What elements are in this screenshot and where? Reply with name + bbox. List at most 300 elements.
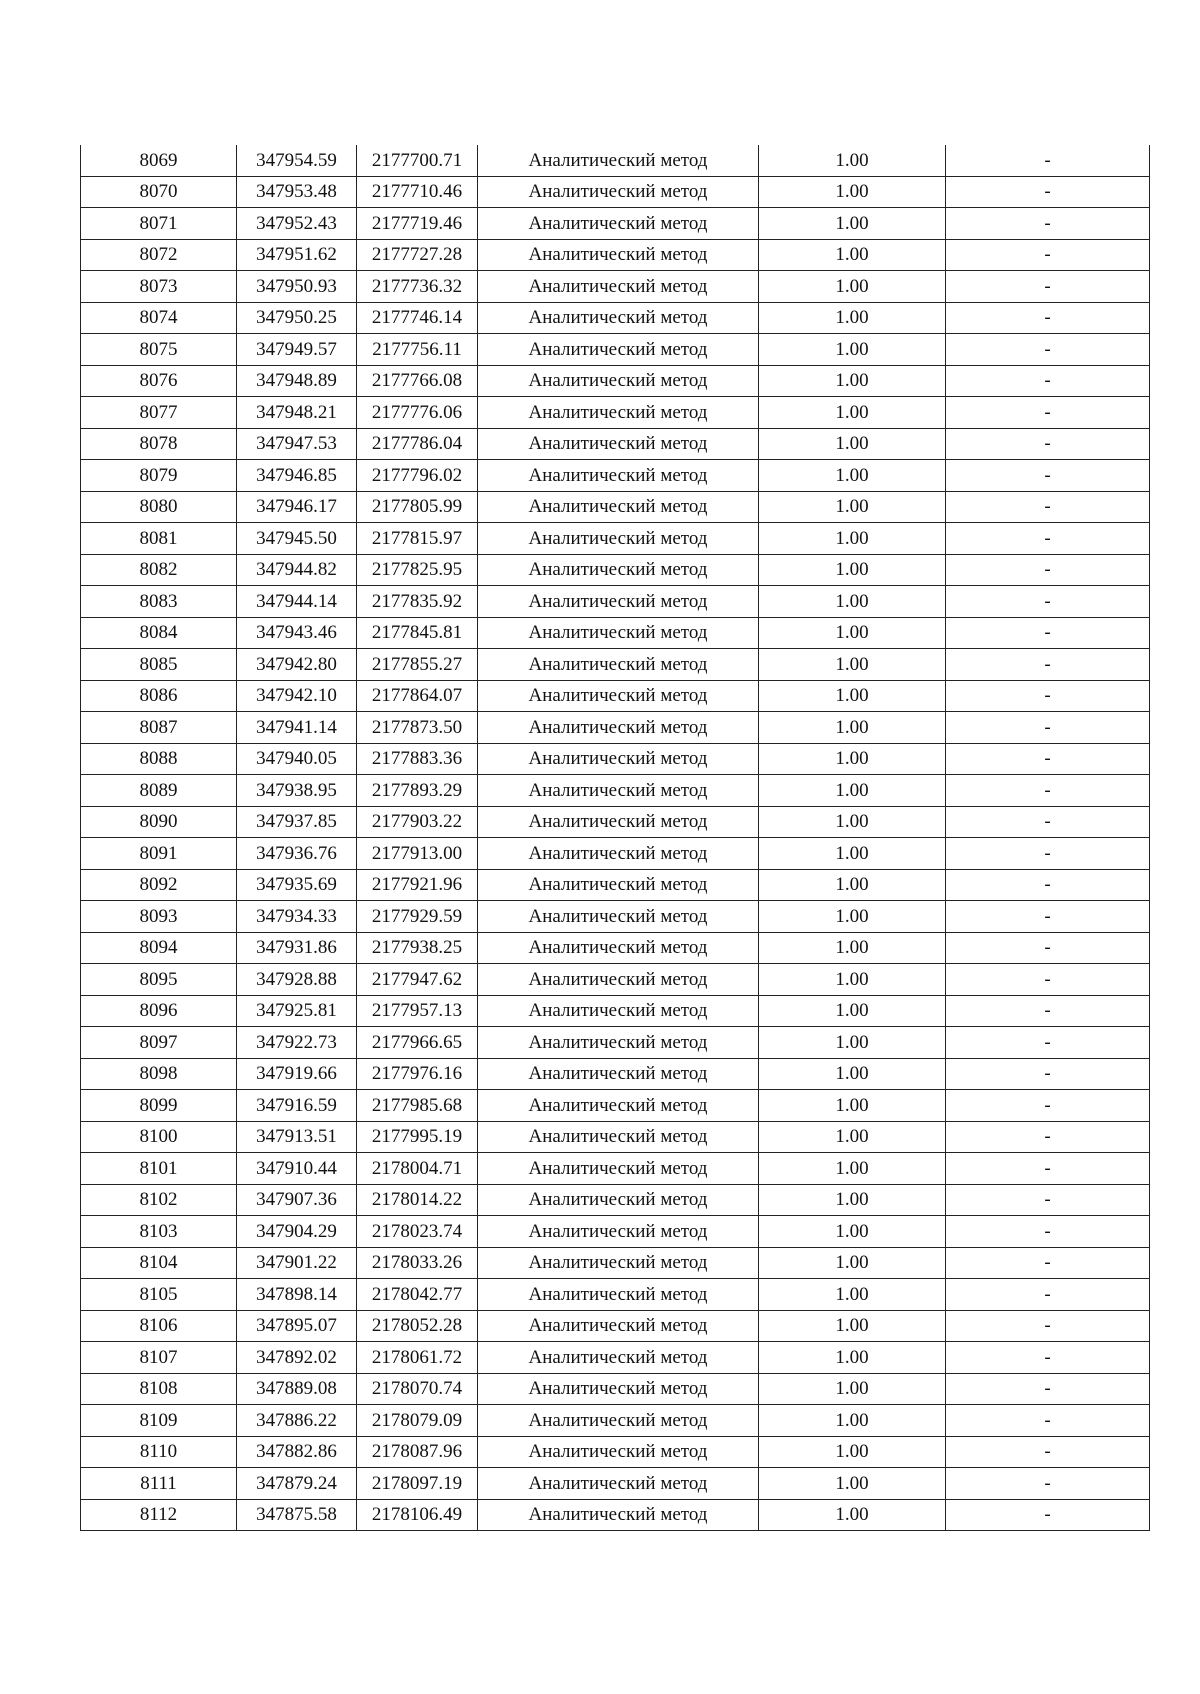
accuracy-cell: 1.00 xyxy=(759,428,946,460)
method-cell: Аналитический метод xyxy=(478,995,759,1027)
x-coordinate-cell: 347944.82 xyxy=(237,554,357,586)
description-cell: - xyxy=(946,995,1150,1027)
table-row xyxy=(81,365,1150,397)
accuracy-cell: 1.00 xyxy=(759,1121,946,1153)
method-cell: Аналитический метод xyxy=(478,743,759,775)
method-cell: Аналитический метод xyxy=(478,239,759,271)
accuracy-cell: 1.00 xyxy=(759,806,946,838)
description-cell: - xyxy=(946,743,1150,775)
x-coordinate-cell: 347951.62 xyxy=(237,239,357,271)
method-cell: Аналитический метод xyxy=(478,712,759,744)
x-coordinate-cell: 347936.76 xyxy=(237,838,357,870)
y-coordinate-cell: 2178033.26 xyxy=(357,1247,478,1279)
accuracy-cell: 1.00 xyxy=(759,1184,946,1216)
point-number-cell: 8077 xyxy=(81,397,237,429)
point-number-cell: 8069 xyxy=(81,145,237,176)
method-cell: Аналитический метод xyxy=(478,838,759,870)
y-coordinate-cell: 2177835.92 xyxy=(357,586,478,618)
description-cell: - xyxy=(946,428,1150,460)
x-coordinate-cell: 347913.51 xyxy=(237,1121,357,1153)
point-number-cell: 8102 xyxy=(81,1184,237,1216)
y-coordinate-cell: 2177976.16 xyxy=(357,1058,478,1090)
accuracy-cell: 1.00 xyxy=(759,1247,946,1279)
description-cell: - xyxy=(946,1058,1150,1090)
y-coordinate-cell: 2177825.95 xyxy=(357,554,478,586)
accuracy-cell: 1.00 xyxy=(759,932,946,964)
description-cell: - xyxy=(946,1184,1150,1216)
point-number-cell: 8112 xyxy=(81,1499,237,1531)
accuracy-cell: 1.00 xyxy=(759,617,946,649)
description-cell: - xyxy=(946,617,1150,649)
point-number-cell: 8094 xyxy=(81,932,237,964)
x-coordinate-cell: 347941.14 xyxy=(237,712,357,744)
x-coordinate-cell: 347950.25 xyxy=(237,302,357,334)
point-number-cell: 8095 xyxy=(81,964,237,996)
point-number-cell: 8096 xyxy=(81,995,237,1027)
accuracy-cell: 1.00 xyxy=(759,995,946,1027)
table-row xyxy=(81,145,1150,176)
table-row xyxy=(81,680,1150,712)
x-coordinate-cell: 347875.58 xyxy=(237,1499,357,1531)
description-cell: - xyxy=(946,1373,1150,1405)
description-cell: - xyxy=(946,586,1150,618)
description-cell: - xyxy=(946,239,1150,271)
accuracy-cell: 1.00 xyxy=(759,1058,946,1090)
table-row xyxy=(81,1279,1150,1311)
x-coordinate-cell: 347942.80 xyxy=(237,649,357,681)
method-cell: Аналитический метод xyxy=(478,1058,759,1090)
table-row xyxy=(81,712,1150,744)
table-row xyxy=(81,1436,1150,1468)
description-cell: - xyxy=(946,1121,1150,1153)
x-coordinate-cell: 347879.24 xyxy=(237,1468,357,1500)
accuracy-cell: 1.00 xyxy=(759,554,946,586)
x-coordinate-cell: 347916.59 xyxy=(237,1090,357,1122)
point-number-cell: 8104 xyxy=(81,1247,237,1279)
method-cell: Аналитический метод xyxy=(478,869,759,901)
table-row xyxy=(81,838,1150,870)
description-cell: - xyxy=(946,838,1150,870)
y-coordinate-cell: 2178042.77 xyxy=(357,1279,478,1311)
y-coordinate-cell: 2177719.46 xyxy=(357,208,478,240)
x-coordinate-cell: 347943.46 xyxy=(237,617,357,649)
accuracy-cell: 1.00 xyxy=(759,491,946,523)
point-number-cell: 8088 xyxy=(81,743,237,775)
y-coordinate-cell: 2177855.27 xyxy=(357,649,478,681)
method-cell: Аналитический метод xyxy=(478,1310,759,1342)
description-cell: - xyxy=(946,271,1150,303)
accuracy-cell: 1.00 xyxy=(759,1468,946,1500)
table-row xyxy=(81,775,1150,807)
accuracy-cell: 1.00 xyxy=(759,1027,946,1059)
table-row xyxy=(81,239,1150,271)
table-row xyxy=(81,1310,1150,1342)
point-number-cell: 8105 xyxy=(81,1279,237,1311)
method-cell: Аналитический метод xyxy=(478,1216,759,1248)
x-coordinate-cell: 347953.48 xyxy=(237,176,357,208)
table-row xyxy=(81,554,1150,586)
description-cell: - xyxy=(946,1279,1150,1311)
description-cell: - xyxy=(946,806,1150,838)
point-number-cell: 8081 xyxy=(81,523,237,555)
point-number-cell: 8070 xyxy=(81,176,237,208)
table-row xyxy=(81,964,1150,996)
y-coordinate-cell: 2177921.96 xyxy=(357,869,478,901)
method-cell: Аналитический метод xyxy=(478,806,759,838)
accuracy-cell: 1.00 xyxy=(759,964,946,996)
table-row xyxy=(81,428,1150,460)
y-coordinate-cell: 2178004.71 xyxy=(357,1153,478,1185)
y-coordinate-cell: 2177913.00 xyxy=(357,838,478,870)
x-coordinate-cell: 347950.93 xyxy=(237,271,357,303)
x-coordinate-cell: 347938.95 xyxy=(237,775,357,807)
description-cell: - xyxy=(946,649,1150,681)
accuracy-cell: 1.00 xyxy=(759,1310,946,1342)
table-body xyxy=(81,145,1150,1531)
description-cell: - xyxy=(946,1247,1150,1279)
x-coordinate-cell: 347895.07 xyxy=(237,1310,357,1342)
description-cell: - xyxy=(946,932,1150,964)
method-cell: Аналитический метод xyxy=(478,460,759,492)
point-number-cell: 8072 xyxy=(81,239,237,271)
description-cell: - xyxy=(946,712,1150,744)
method-cell: Аналитический метод xyxy=(478,1247,759,1279)
description-cell: - xyxy=(946,365,1150,397)
accuracy-cell: 1.00 xyxy=(759,901,946,933)
y-coordinate-cell: 2177929.59 xyxy=(357,901,478,933)
y-coordinate-cell: 2178014.22 xyxy=(357,1184,478,1216)
accuracy-cell: 1.00 xyxy=(759,239,946,271)
y-coordinate-cell: 2177736.32 xyxy=(357,271,478,303)
x-coordinate-cell: 347922.73 xyxy=(237,1027,357,1059)
accuracy-cell: 1.00 xyxy=(759,869,946,901)
description-cell: - xyxy=(946,1090,1150,1122)
y-coordinate-cell: 2177957.13 xyxy=(357,995,478,1027)
point-number-cell: 8101 xyxy=(81,1153,237,1185)
table-row xyxy=(81,1058,1150,1090)
accuracy-cell: 1.00 xyxy=(759,1373,946,1405)
accuracy-cell: 1.00 xyxy=(759,334,946,366)
accuracy-cell: 1.00 xyxy=(759,1405,946,1437)
point-number-cell: 8111 xyxy=(81,1468,237,1500)
point-number-cell: 8089 xyxy=(81,775,237,807)
x-coordinate-cell: 347928.88 xyxy=(237,964,357,996)
method-cell: Аналитический метод xyxy=(478,1342,759,1374)
method-cell: Аналитический метод xyxy=(478,1373,759,1405)
table-row xyxy=(81,176,1150,208)
y-coordinate-cell: 2178052.28 xyxy=(357,1310,478,1342)
table-row xyxy=(81,932,1150,964)
point-number-cell: 8078 xyxy=(81,428,237,460)
point-number-cell: 8090 xyxy=(81,806,237,838)
point-number-cell: 8108 xyxy=(81,1373,237,1405)
accuracy-cell: 1.00 xyxy=(759,460,946,492)
y-coordinate-cell: 2177815.97 xyxy=(357,523,478,555)
method-cell: Аналитический метод xyxy=(478,523,759,555)
y-coordinate-cell: 2177985.68 xyxy=(357,1090,478,1122)
method-cell: Аналитический метод xyxy=(478,1499,759,1531)
table-row xyxy=(81,208,1150,240)
method-cell: Аналитический метод xyxy=(478,176,759,208)
accuracy-cell: 1.00 xyxy=(759,743,946,775)
point-number-cell: 8093 xyxy=(81,901,237,933)
description-cell: - xyxy=(946,1216,1150,1248)
description-cell: - xyxy=(946,208,1150,240)
x-coordinate-cell: 347954.59 xyxy=(237,145,357,176)
method-cell: Аналитический метод xyxy=(478,964,759,996)
description-cell: - xyxy=(946,775,1150,807)
point-number-cell: 8109 xyxy=(81,1405,237,1437)
point-number-cell: 8084 xyxy=(81,617,237,649)
description-cell: - xyxy=(946,491,1150,523)
description-cell: - xyxy=(946,554,1150,586)
y-coordinate-cell: 2177776.06 xyxy=(357,397,478,429)
y-coordinate-cell: 2177700.71 xyxy=(357,145,478,176)
x-coordinate-cell: 347946.85 xyxy=(237,460,357,492)
method-cell: Аналитический метод xyxy=(478,617,759,649)
method-cell: Аналитический метод xyxy=(478,365,759,397)
point-number-cell: 8099 xyxy=(81,1090,237,1122)
accuracy-cell: 1.00 xyxy=(759,397,946,429)
description-cell: - xyxy=(946,302,1150,334)
y-coordinate-cell: 2178070.74 xyxy=(357,1373,478,1405)
y-coordinate-cell: 2177756.11 xyxy=(357,334,478,366)
point-number-cell: 8083 xyxy=(81,586,237,618)
method-cell: Аналитический метод xyxy=(478,302,759,334)
point-number-cell: 8098 xyxy=(81,1058,237,1090)
accuracy-cell: 1.00 xyxy=(759,1436,946,1468)
point-number-cell: 8075 xyxy=(81,334,237,366)
accuracy-cell: 1.00 xyxy=(759,1216,946,1248)
y-coordinate-cell: 2178023.74 xyxy=(357,1216,478,1248)
table-row xyxy=(81,302,1150,334)
table-row xyxy=(81,397,1150,429)
table-row xyxy=(81,460,1150,492)
point-number-cell: 8087 xyxy=(81,712,237,744)
accuracy-cell: 1.00 xyxy=(759,302,946,334)
table-row xyxy=(81,743,1150,775)
table-row xyxy=(81,649,1150,681)
x-coordinate-cell: 347901.22 xyxy=(237,1247,357,1279)
point-number-cell: 8082 xyxy=(81,554,237,586)
point-number-cell: 8092 xyxy=(81,869,237,901)
x-coordinate-cell: 347948.21 xyxy=(237,397,357,429)
x-coordinate-cell: 347886.22 xyxy=(237,1405,357,1437)
method-cell: Аналитический метод xyxy=(478,901,759,933)
y-coordinate-cell: 2177883.36 xyxy=(357,743,478,775)
x-coordinate-cell: 347907.36 xyxy=(237,1184,357,1216)
x-coordinate-cell: 347889.08 xyxy=(237,1373,357,1405)
method-cell: Аналитический метод xyxy=(478,1121,759,1153)
table-row xyxy=(81,1342,1150,1374)
method-cell: Аналитический метод xyxy=(478,554,759,586)
description-cell: - xyxy=(946,1468,1150,1500)
table-row xyxy=(81,334,1150,366)
table-row xyxy=(81,271,1150,303)
x-coordinate-cell: 347944.14 xyxy=(237,586,357,618)
y-coordinate-cell: 2177893.29 xyxy=(357,775,478,807)
y-coordinate-cell: 2178087.96 xyxy=(357,1436,478,1468)
method-cell: Аналитический метод xyxy=(478,1090,759,1122)
description-cell: - xyxy=(946,145,1150,176)
description-cell: - xyxy=(946,901,1150,933)
point-number-cell: 8080 xyxy=(81,491,237,523)
x-coordinate-cell: 347910.44 xyxy=(237,1153,357,1185)
y-coordinate-cell: 2177947.62 xyxy=(357,964,478,996)
table-row xyxy=(81,1247,1150,1279)
y-coordinate-cell: 2177766.08 xyxy=(357,365,478,397)
point-number-cell: 8079 xyxy=(81,460,237,492)
method-cell: Аналитический метод xyxy=(478,1468,759,1500)
y-coordinate-cell: 2177845.81 xyxy=(357,617,478,649)
x-coordinate-cell: 347935.69 xyxy=(237,869,357,901)
accuracy-cell: 1.00 xyxy=(759,208,946,240)
table-row xyxy=(81,1184,1150,1216)
table-row xyxy=(81,1216,1150,1248)
method-cell: Аналитический метод xyxy=(478,1027,759,1059)
x-coordinate-cell: 347948.89 xyxy=(237,365,357,397)
y-coordinate-cell: 2178061.72 xyxy=(357,1342,478,1374)
method-cell: Аналитический метод xyxy=(478,1153,759,1185)
description-cell: - xyxy=(946,176,1150,208)
x-coordinate-cell: 347882.86 xyxy=(237,1436,357,1468)
description-cell: - xyxy=(946,1405,1150,1437)
accuracy-cell: 1.00 xyxy=(759,365,946,397)
x-coordinate-cell: 347945.50 xyxy=(237,523,357,555)
x-coordinate-cell: 347940.05 xyxy=(237,743,357,775)
x-coordinate-cell: 347942.10 xyxy=(237,680,357,712)
table-row xyxy=(81,1468,1150,1500)
y-coordinate-cell: 2177938.25 xyxy=(357,932,478,964)
description-cell: - xyxy=(946,460,1150,492)
y-coordinate-cell: 2177746.14 xyxy=(357,302,478,334)
point-number-cell: 8076 xyxy=(81,365,237,397)
x-coordinate-cell: 347931.86 xyxy=(237,932,357,964)
coordinates-table xyxy=(80,145,1150,1531)
point-number-cell: 8091 xyxy=(81,838,237,870)
x-coordinate-cell: 347892.02 xyxy=(237,1342,357,1374)
table-row xyxy=(81,1090,1150,1122)
accuracy-cell: 1.00 xyxy=(759,838,946,870)
point-number-cell: 8073 xyxy=(81,271,237,303)
table-row xyxy=(81,995,1150,1027)
point-number-cell: 8100 xyxy=(81,1121,237,1153)
table-row xyxy=(81,617,1150,649)
method-cell: Аналитический метод xyxy=(478,932,759,964)
description-cell: - xyxy=(946,397,1150,429)
x-coordinate-cell: 347949.57 xyxy=(237,334,357,366)
point-number-cell: 8086 xyxy=(81,680,237,712)
point-number-cell: 8103 xyxy=(81,1216,237,1248)
table-row xyxy=(81,1121,1150,1153)
x-coordinate-cell: 347952.43 xyxy=(237,208,357,240)
description-cell: - xyxy=(946,680,1150,712)
method-cell: Аналитический метод xyxy=(478,208,759,240)
table-row xyxy=(81,806,1150,838)
point-number-cell: 8107 xyxy=(81,1342,237,1374)
y-coordinate-cell: 2177710.46 xyxy=(357,176,478,208)
method-cell: Аналитический метод xyxy=(478,775,759,807)
table-row xyxy=(81,491,1150,523)
x-coordinate-cell: 347925.81 xyxy=(237,995,357,1027)
y-coordinate-cell: 2177796.02 xyxy=(357,460,478,492)
accuracy-cell: 1.00 xyxy=(759,1499,946,1531)
point-number-cell: 8106 xyxy=(81,1310,237,1342)
method-cell: Аналитический метод xyxy=(478,1184,759,1216)
method-cell: Аналитический метод xyxy=(478,271,759,303)
y-coordinate-cell: 2178097.19 xyxy=(357,1468,478,1500)
method-cell: Аналитический метод xyxy=(478,397,759,429)
point-number-cell: 8085 xyxy=(81,649,237,681)
method-cell: Аналитический метод xyxy=(478,491,759,523)
accuracy-cell: 1.00 xyxy=(759,145,946,176)
x-coordinate-cell: 347904.29 xyxy=(237,1216,357,1248)
point-number-cell: 8097 xyxy=(81,1027,237,1059)
accuracy-cell: 1.00 xyxy=(759,1279,946,1311)
method-cell: Аналитический метод xyxy=(478,1405,759,1437)
y-coordinate-cell: 2177805.99 xyxy=(357,491,478,523)
description-cell: - xyxy=(946,1027,1150,1059)
description-cell: - xyxy=(946,523,1150,555)
y-coordinate-cell: 2178079.09 xyxy=(357,1405,478,1437)
point-number-cell: 8074 xyxy=(81,302,237,334)
method-cell: Аналитический метод xyxy=(478,1279,759,1311)
table-row xyxy=(81,1499,1150,1531)
y-coordinate-cell: 2177995.19 xyxy=(357,1121,478,1153)
accuracy-cell: 1.00 xyxy=(759,1090,946,1122)
y-coordinate-cell: 2177727.28 xyxy=(357,239,478,271)
table-row xyxy=(81,1373,1150,1405)
description-cell: - xyxy=(946,1310,1150,1342)
method-cell: Аналитический метод xyxy=(478,649,759,681)
description-cell: - xyxy=(946,869,1150,901)
description-cell: - xyxy=(946,1499,1150,1531)
accuracy-cell: 1.00 xyxy=(759,1342,946,1374)
accuracy-cell: 1.00 xyxy=(759,1153,946,1185)
x-coordinate-cell: 347937.85 xyxy=(237,806,357,838)
y-coordinate-cell: 2177903.22 xyxy=(357,806,478,838)
table-row xyxy=(81,586,1150,618)
point-number-cell: 8110 xyxy=(81,1436,237,1468)
table-row xyxy=(81,869,1150,901)
accuracy-cell: 1.00 xyxy=(759,523,946,555)
description-cell: - xyxy=(946,334,1150,366)
table-row xyxy=(81,1405,1150,1437)
method-cell: Аналитический метод xyxy=(478,1436,759,1468)
accuracy-cell: 1.00 xyxy=(759,649,946,681)
x-coordinate-cell: 347919.66 xyxy=(237,1058,357,1090)
accuracy-cell: 1.00 xyxy=(759,176,946,208)
x-coordinate-cell: 347946.17 xyxy=(237,491,357,523)
method-cell: Аналитический метод xyxy=(478,586,759,618)
method-cell: Аналитический метод xyxy=(478,334,759,366)
description-cell: - xyxy=(946,1342,1150,1374)
table-row xyxy=(81,901,1150,933)
table-row xyxy=(81,523,1150,555)
y-coordinate-cell: 2177966.65 xyxy=(357,1027,478,1059)
accuracy-cell: 1.00 xyxy=(759,775,946,807)
y-coordinate-cell: 2177873.50 xyxy=(357,712,478,744)
table-row xyxy=(81,1027,1150,1059)
description-cell: - xyxy=(946,1153,1150,1185)
y-coordinate-cell: 2177864.07 xyxy=(357,680,478,712)
accuracy-cell: 1.00 xyxy=(759,271,946,303)
point-number-cell: 8071 xyxy=(81,208,237,240)
accuracy-cell: 1.00 xyxy=(759,680,946,712)
description-cell: - xyxy=(946,1436,1150,1468)
description-cell: - xyxy=(946,964,1150,996)
x-coordinate-cell: 347898.14 xyxy=(237,1279,357,1311)
